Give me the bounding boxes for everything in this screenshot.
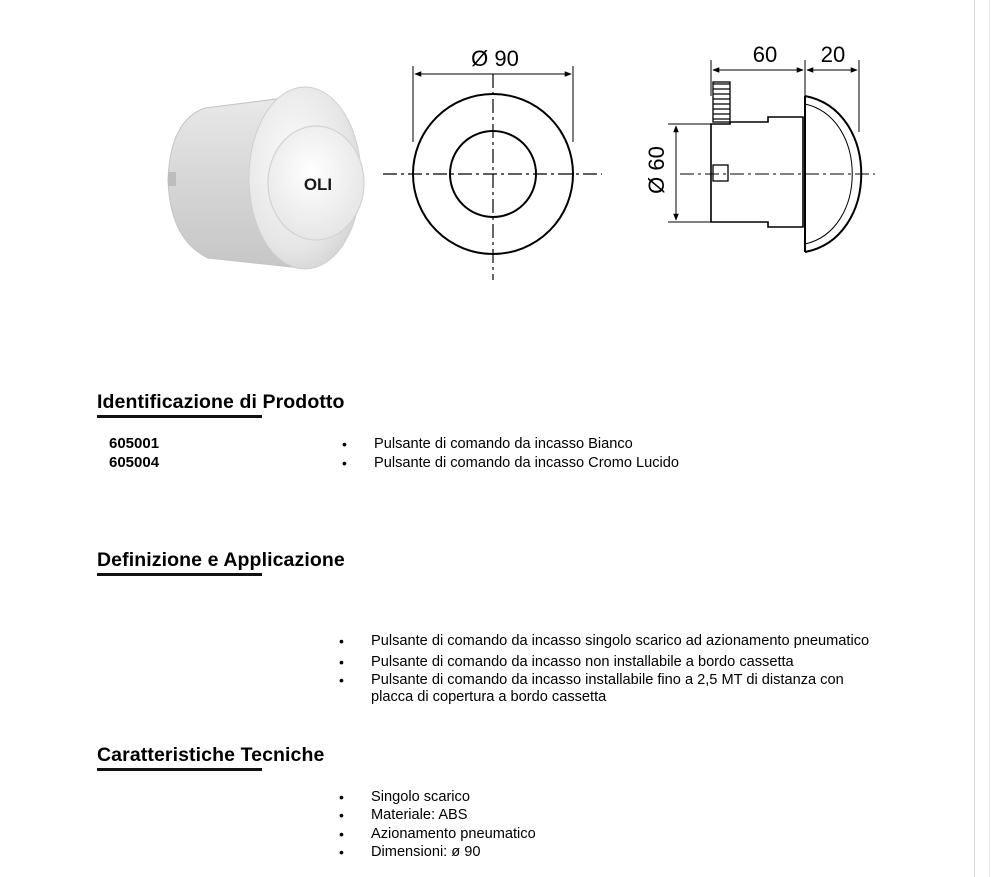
list-item: • Pulsante di comando da incasso installabile fino a 2,5 MT di distanza con placca di copertura a bordo cassetta xyxy=(339,672,871,706)
brand-logo-text: OLI xyxy=(303,175,333,194)
product-descriptions-list xyxy=(342,435,679,473)
section-underline xyxy=(97,768,262,771)
side-diameter-label: Ø 60 xyxy=(644,146,669,194)
list-item: • Pulsante di comando da incasso singolo scarico ad azionamento pneumatico xyxy=(339,633,899,650)
page-edge-rule xyxy=(974,0,975,877)
front-diameter-label: Ø 90 xyxy=(471,46,519,71)
list-item: • Materiale: ABS xyxy=(339,806,536,824)
page-edge-rule-outer xyxy=(989,0,990,877)
side-cap-label: 20 xyxy=(820,42,846,67)
section-underline xyxy=(97,415,262,418)
list-item: • Pulsante di comando da incasso non installabile a bordo cassetta xyxy=(339,654,899,671)
section-title-definition: Definizione e Applicazione xyxy=(97,549,345,571)
product-code: 605001 xyxy=(109,435,160,452)
technical-list xyxy=(339,788,536,861)
section-underline xyxy=(97,573,262,576)
product-codes xyxy=(109,434,159,472)
side-view-drawing xyxy=(668,60,875,252)
list-item: • Dimensioni: ø 90 xyxy=(339,843,536,861)
product-photo xyxy=(168,87,364,269)
list-item: • Singolo scarico xyxy=(339,788,536,806)
side-depth-label: 60 xyxy=(752,42,778,67)
definition-list xyxy=(339,633,899,706)
list-item: • Azionamento pneumatico xyxy=(339,825,536,843)
product-code: 605004 xyxy=(109,454,160,471)
section-title-identification: Identificazione di Prodotto xyxy=(97,391,345,413)
front-view-drawing xyxy=(383,66,602,280)
list-item: • Pulsante di comando da incasso Cromo Lucido xyxy=(342,454,679,473)
list-item: • Pulsante di comando da incasso Bianco xyxy=(342,435,679,454)
section-title-technical: Caratteristiche Tecniche xyxy=(97,744,325,766)
product-technical-drawing xyxy=(160,40,880,290)
